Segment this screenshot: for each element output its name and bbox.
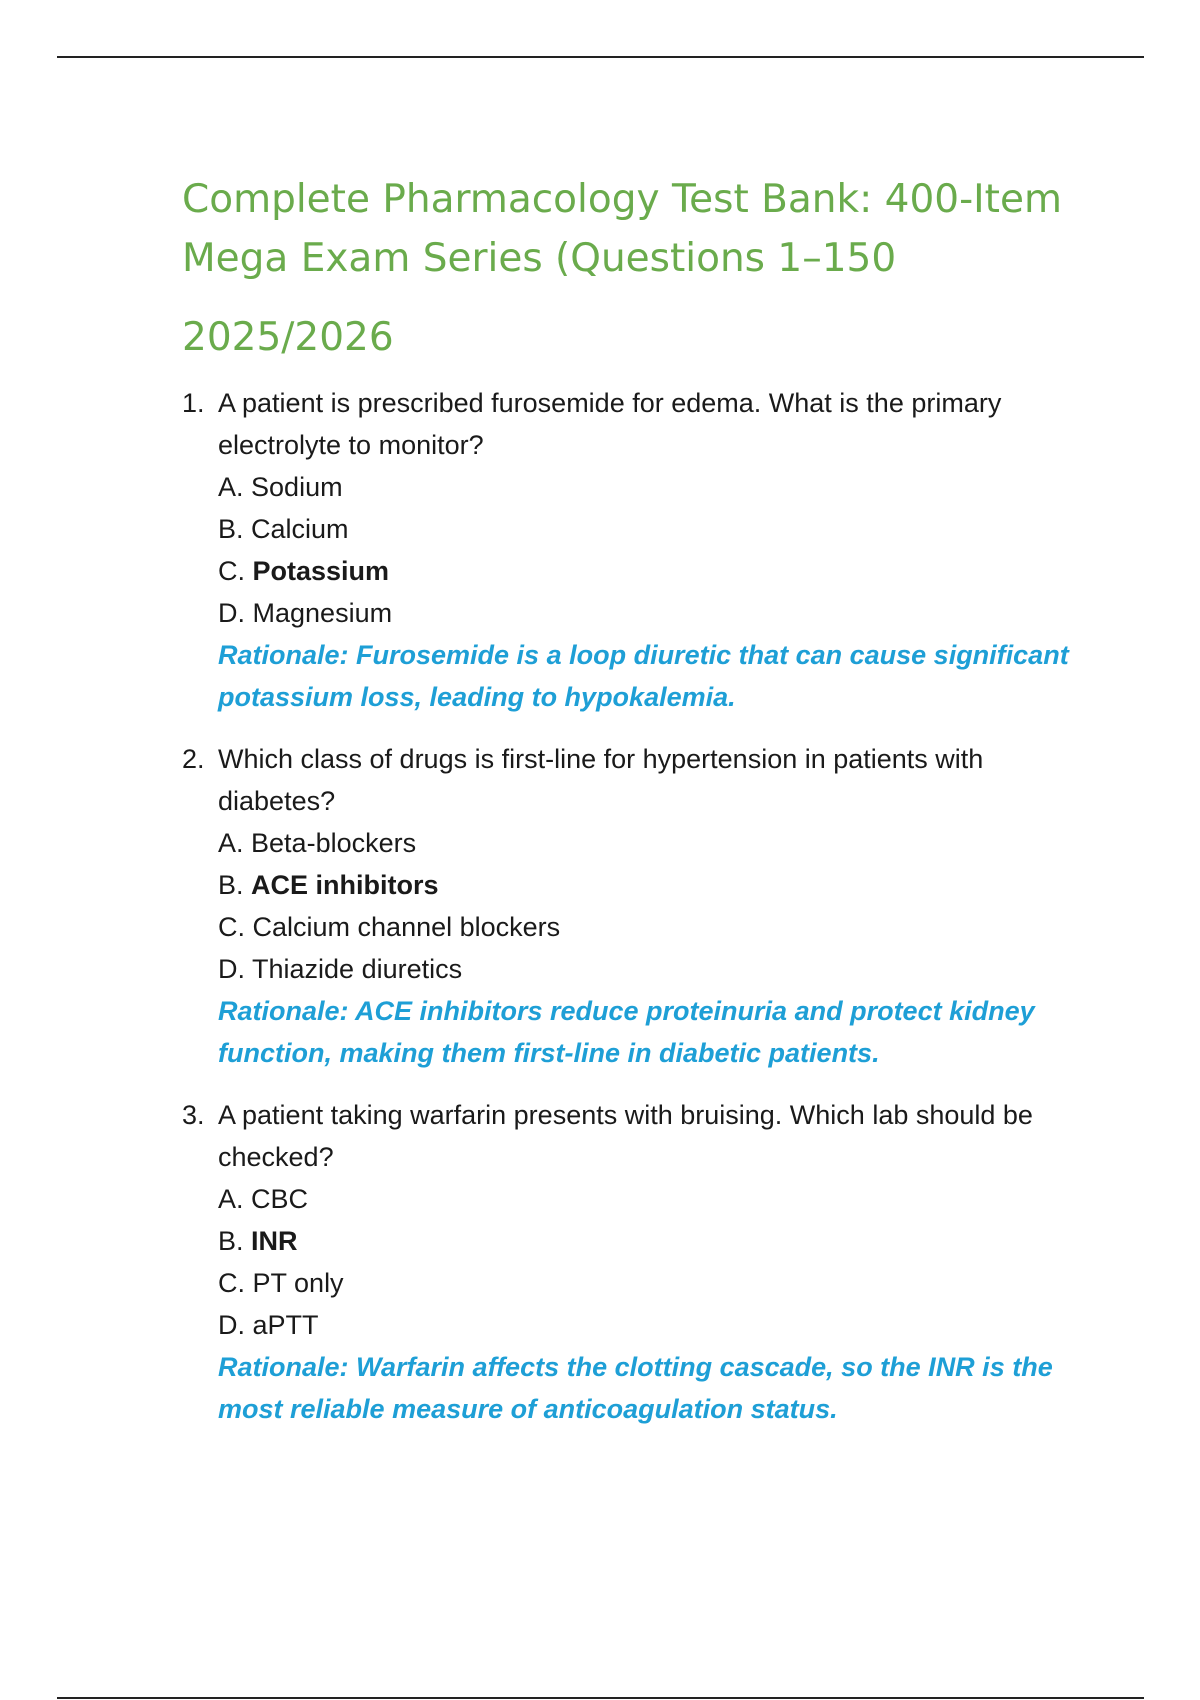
option-letter: C. [218, 912, 245, 942]
option-letter: A. [218, 1184, 244, 1214]
option-text: Calcium [251, 514, 349, 544]
rationale-text: Rationale: ACE inhibitors reduce proteinuria and protect kidney function, making them first-line in diabetic patients. [218, 996, 1035, 1068]
rationale-text: Rationale: Warfarin affects the clotting cascade, so the INR is the most reliable measure of anticoagulation status. [218, 1352, 1053, 1424]
question-stem [182, 382, 1102, 466]
footer-rule [57, 1697, 1144, 1699]
option-text: Beta-blockers [251, 828, 417, 858]
rationale-text: Rationale: Furosemide is a loop diuretic that can cause significant potassium loss, leading to hypokalemia. [218, 640, 1069, 712]
question-stem [182, 738, 1102, 822]
option-text: Potassium [252, 556, 390, 586]
answer-option-b-correct [218, 1220, 1102, 1262]
question-number: 2. [182, 744, 205, 774]
answer-option-a [218, 1178, 1102, 1220]
document-title: Complete Pharmacology Test Bank: 400-Item Mega Exam Series (Questions 1–150 [182, 177, 1062, 281]
document-year: 2025/2026 [182, 315, 394, 360]
option-letter: B. [218, 514, 244, 544]
question-number: 1. [182, 388, 205, 418]
option-text: aPTT [252, 1310, 319, 1340]
option-letter: D. [218, 1310, 245, 1340]
answer-option-c-correct [218, 550, 1102, 592]
question-item [182, 382, 1102, 718]
question-text: Which class of drugs is first-line for hypertension in patients with diabetes? [218, 744, 984, 816]
answer-option-a [218, 466, 1102, 508]
answer-option-c [218, 1262, 1102, 1304]
question-text: A patient taking warfarin presents with bruising. Which lab should be checked? [218, 1100, 1033, 1172]
answer-option-d [218, 592, 1102, 634]
option-letter: A. [218, 828, 244, 858]
option-letter: D. [218, 954, 245, 984]
option-text: PT only [252, 1268, 344, 1298]
answer-options [182, 466, 1102, 634]
option-text: Sodium [251, 472, 343, 502]
answer-option-b-correct [218, 864, 1102, 906]
option-letter: C. [218, 1268, 245, 1298]
option-text: CBC [251, 1184, 309, 1214]
answer-option-b [218, 508, 1102, 550]
answer-option-c [218, 906, 1102, 948]
question-item [182, 738, 1102, 1074]
answer-option-a [218, 822, 1102, 864]
answer-options [182, 822, 1102, 990]
question-item [182, 1094, 1102, 1430]
answer-options [182, 1178, 1102, 1346]
option-text: Calcium channel blockers [252, 912, 561, 942]
answer-option-d [218, 1304, 1102, 1346]
option-text: Thiazide diuretics [252, 954, 463, 984]
question-number: 3. [182, 1100, 205, 1130]
option-text: INR [251, 1226, 298, 1256]
option-letter: C. [218, 556, 245, 586]
option-letter: B. [218, 870, 244, 900]
option-text: Magnesium [252, 598, 393, 628]
option-letter: A. [218, 472, 244, 502]
question-stem [182, 1094, 1102, 1178]
option-letter: B. [218, 1226, 244, 1256]
header-rule [57, 56, 1144, 58]
question-text: A patient is prescribed furosemide for edema. What is the primary electrolyte to monitor? [218, 388, 1002, 460]
option-text: ACE inhibitors [251, 870, 439, 900]
answer-option-d [218, 948, 1102, 990]
option-letter: D. [218, 598, 245, 628]
